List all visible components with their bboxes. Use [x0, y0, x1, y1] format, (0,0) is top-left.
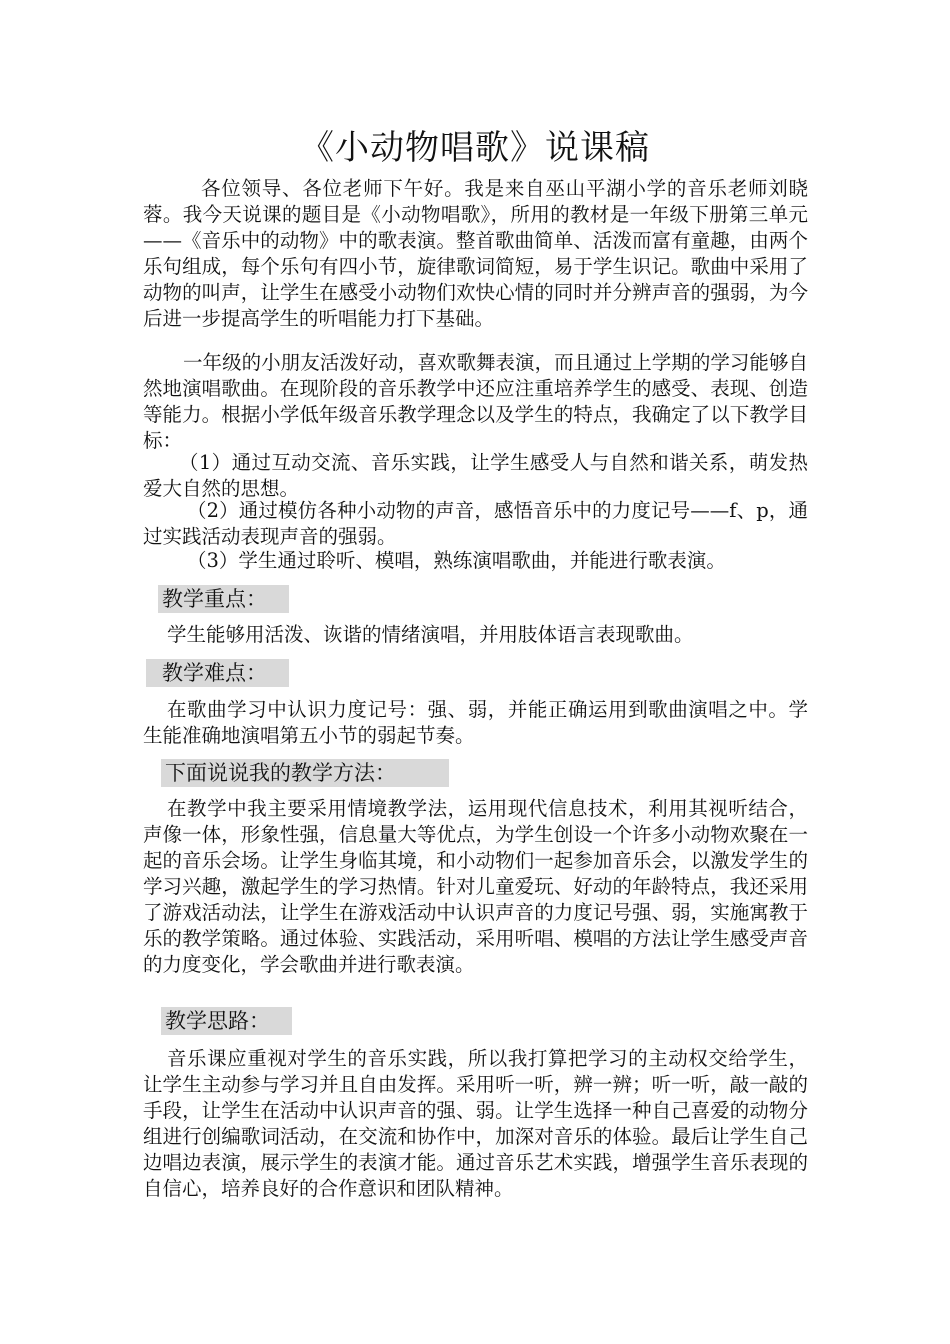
- section-heading-difficulty-text: 教学难点：: [162, 661, 267, 685]
- section-heading-thinking: [161, 1007, 292, 1035]
- goal-2-paragraph: （2）通过模仿各种小动物的声音，感悟音乐中的力度记号——f、p，通过实践活动表现声音的强弱。: [143, 499, 808, 548]
- students-paragraph: 一年级的小朋友活泼好动，喜欢歌舞表演，而且通过上学期的学习能够自然地演唱歌曲。在现阶段的音乐教学中还应注重培养学生的感受、表现、创造等能力。根据小学低年级音乐教学理念以及学生的特点，我确定了以下教学目标：: [143, 351, 808, 452]
- section-heading-method-text: 下面说说我的教学方法：: [165, 761, 396, 785]
- document-title: 《小动物唱歌》说课稿: [300, 128, 650, 168]
- intro-paragraph: 各位领导、各位老师下午好。我是来自巫山平湖小学的音乐老师刘晓蓉。我今天说课的题目是《小动物唱歌》，所用的教材是一年级下册第三单元——《音乐中的动物》中的歌表演。整首歌曲简单、活泼而富有童趣，由两个乐句组成，每个乐句有四小节，旋律歌词简短，易于学生识记。歌曲中采用了动物的叫声，让学生在感受小动物们欢快心情的同时并分辨声音的强弱，为今后进一步提高学生的听唱能力打下基础。: [143, 177, 808, 330]
- section-heading-method: [161, 759, 449, 787]
- section-heading-thinking-text: 教学思路：: [165, 1009, 270, 1033]
- method-paragraph: 在教学中我主要采用情境教学法，运用现代信息技术，利用其视听结合，声像一体，形象性强，信息量大等优点，为学生创设一个许多小动物欢聚在一起的音乐会场。让学生身临其境，和小动物们一起参加音乐会，以激发学生的学习兴趣，激起学生的学习热情。针对儿童爱玩、好动的年龄特点，我还采用了游戏活动法，让学生在游戏活动中认识声音的力度记号强、弱，实施寓教于乐的教学策略。通过体验、实践活动，采用听唱、模唱的方法让学生感受声音的力度变化，学会歌曲并进行歌表演。: [143, 797, 808, 976]
- section-heading-key-points-text: 教学重点：: [162, 587, 267, 611]
- section-heading-key-points: [158, 585, 289, 613]
- goal-3-paragraph: （3）学生通过聆听、模唱，熟练演唱歌曲，并能进行歌表演。: [187, 549, 726, 572]
- section-heading-difficulty: [146, 659, 289, 687]
- difficulty-paragraph: 在歌曲学习中认识力度记号：强、弱，并能正确运用到歌曲演唱之中。学生能准确地演唱第五小节的弱起节奏。: [143, 698, 808, 747]
- key-point-paragraph: 学生能够用活泼、诙谐的情绪演唱，并用肢体语言表现歌曲。: [167, 623, 694, 646]
- thinking-paragraph: 音乐课应重视对学生的音乐实践，所以我打算把学习的主动权交给学生，让学生主动参与学习并且自由发挥。采用听一听，辨一辨；听一听，敲一敲的手段，让学生在活动中认识声音的强、弱。让学生选择一种自己喜爱的动物分组进行创编歌词活动，在交流和协作中，加深对音乐的体验。最后让学生自己边唱边表演，展示学生的表演才能。通过音乐艺术实践，增强学生音乐表现的自信心，培养良好的合作意识和团队精神。: [143, 1047, 808, 1200]
- goal-1-paragraph: （1）通过互动交流、音乐实践，让学生感受人与自然和谐关系，萌发热爱大自然的思想。: [143, 451, 808, 500]
